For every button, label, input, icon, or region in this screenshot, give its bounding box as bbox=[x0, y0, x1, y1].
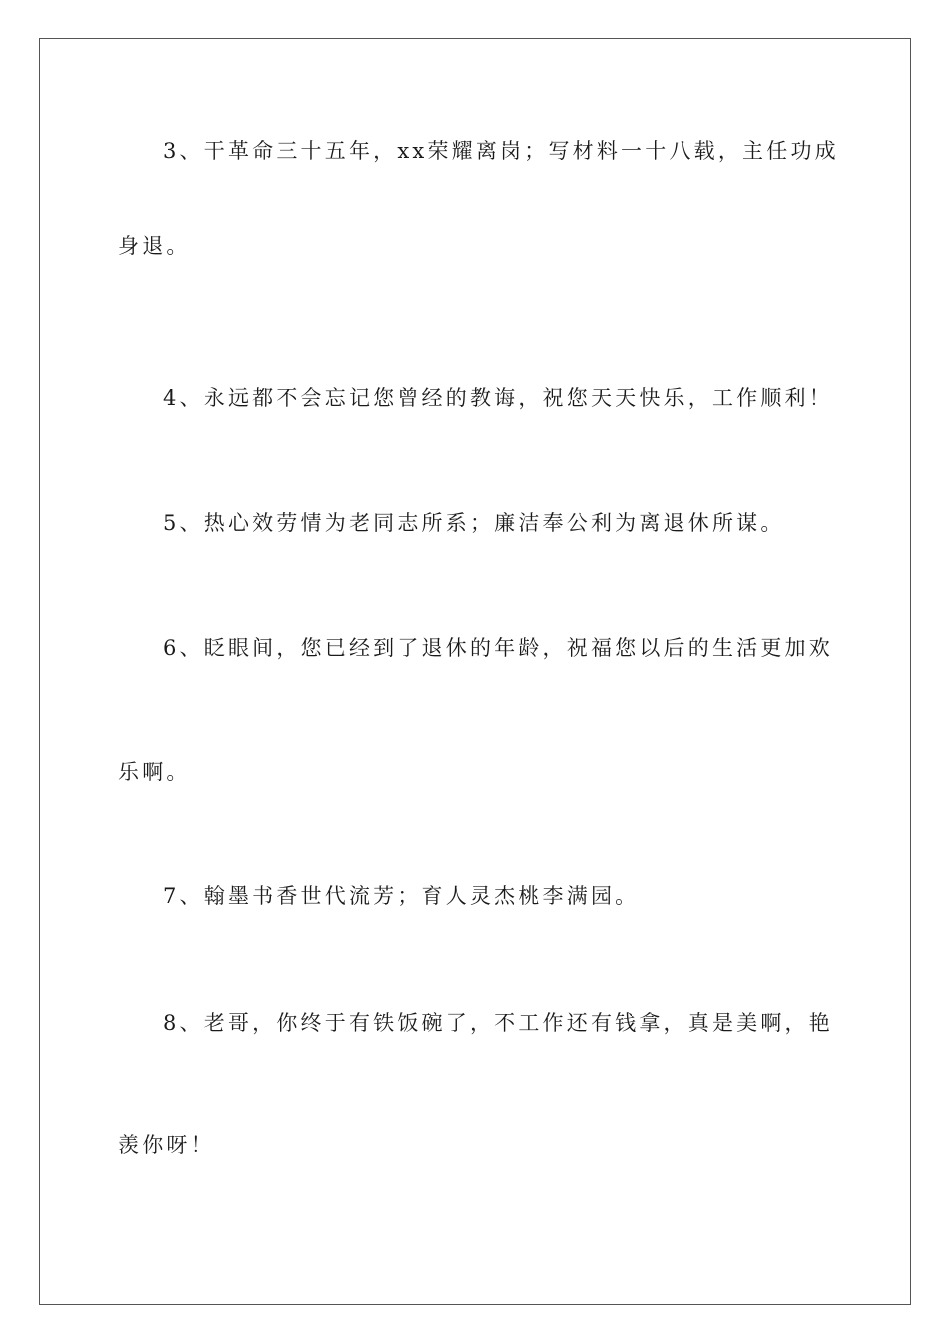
paragraph-7: 7、翰墨书香世代流芳；育人灵杰桃李满园。 bbox=[163, 884, 640, 908]
paragraph-6-line-1: 6、眨眼间，您已经到了退休的年龄，祝福您以后的生活更加欢 bbox=[163, 636, 833, 660]
paragraph-8-line-2: 羡你呀！ bbox=[118, 1133, 215, 1157]
paragraph-8-line-1: 8、老哥，你终于有铁饭碗了，不工作还有钱拿，真是美啊，艳 bbox=[163, 1011, 833, 1035]
paragraph-6-line-2: 乐啊。 bbox=[118, 760, 191, 784]
paragraph-4: 4、永远都不会忘记您曾经的教诲，祝您天天快乐，工作顺利！ bbox=[163, 386, 833, 410]
page-frame bbox=[39, 38, 911, 1305]
paragraph-3-line-1: 3、干革命三十五年，xx荣耀离岗；写材料一十八载，主任功成 bbox=[163, 139, 839, 163]
paragraph-3-line-2: 身退。 bbox=[118, 234, 191, 258]
paragraph-5: 5、热心效劳情为老同志所系；廉洁奉公利为离退休所谋。 bbox=[163, 511, 785, 535]
